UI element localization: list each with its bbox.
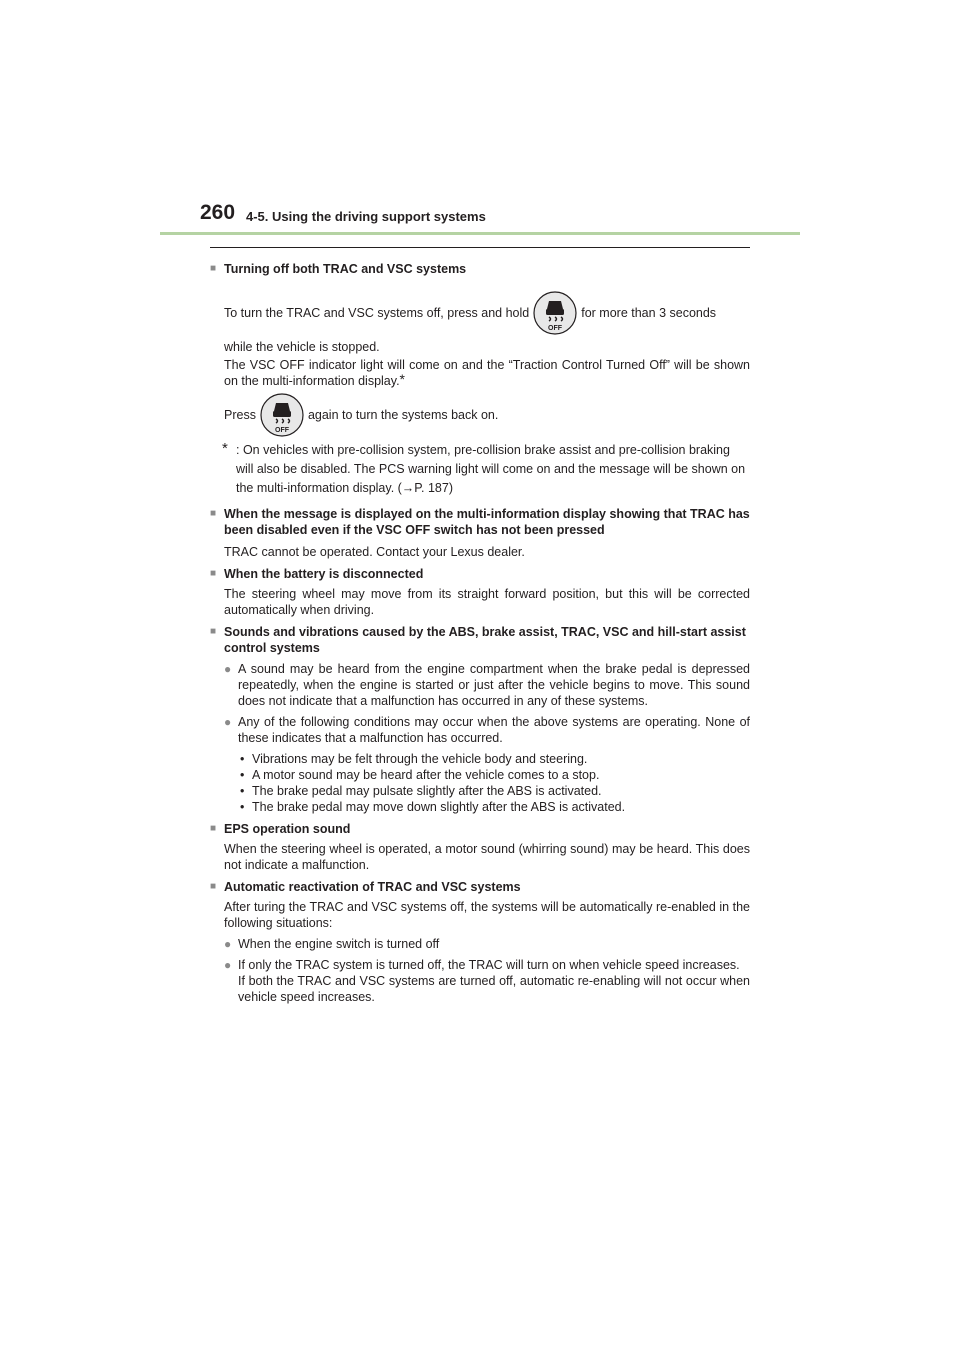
vsc-off-switch-icon	[533, 291, 577, 335]
instruction-text-cont: again to turn the systems back on.	[307, 408, 499, 422]
sub-item-text: The brake pedal may pulsate slightly after the ABS is activated.	[252, 784, 602, 798]
sub-bullet: •	[240, 752, 245, 766]
list-item-text: A sound may be heard from the engine compartment when the brake pedal is depressed repeatedly, when the engine is started or just after the vehicle begins to move. This sound does not indicate that a malfunction has occurred in any of these systems.	[238, 662, 750, 708]
list-item	[210, 661, 750, 709]
sub-bullet: •	[240, 784, 245, 798]
paragraph-indicator	[210, 357, 750, 389]
bullet-dot: ●	[224, 662, 232, 676]
instruction-text: To turn the TRAC and VSC systems off, press and hold	[224, 306, 530, 320]
instruction-press-again	[210, 393, 750, 437]
footnote-reference: *	[399, 371, 405, 387]
sub-bullet: •	[240, 800, 245, 814]
heading-sounds-vibrations: ■ Sounds and vibrations caused by the ABS, brake assist, TRAC, VSC and hill-start assist control systems	[210, 624, 750, 656]
sub-list-item	[210, 767, 750, 783]
instruction-text: Press	[224, 408, 256, 422]
indicator-text: The VSC OFF indicator light will come on and the “Traction Control Turned Off” will be shown on the multi-information display.	[224, 358, 750, 388]
list-item-text: Any of the following conditions may occur when the above systems are operating. None of these indicates that a malfunction has occurred.	[238, 715, 750, 745]
instruction-press-hold	[210, 291, 750, 335]
heading-turning-off-trac-vsc: ■ Turning off both TRAC and VSC systems	[210, 261, 750, 277]
list-item	[210, 714, 750, 746]
list-item-text: If only the TRAC system is turned off, the TRAC will turn on when vehicle speed increases.	[238, 958, 740, 972]
list-item	[210, 936, 750, 952]
page-content	[210, 255, 750, 1005]
bullet-dot: ●	[224, 937, 232, 951]
content-divider	[210, 247, 750, 248]
section-title: 4-5. Using the driving support systems	[246, 209, 486, 224]
sub-list	[210, 751, 750, 815]
paragraph: After turing the TRAC and VSC systems off, the systems will be automatically re-enabled in the following situations:	[224, 900, 750, 930]
heading-trac-disabled-message: ■ When the message is displayed on the multi-information display showing that TRAC has been disabled even if the VSC OFF switch has not been pressed	[210, 506, 750, 538]
sub-list-item	[210, 783, 750, 799]
vsc-off-switch-icon	[260, 393, 304, 437]
sub-item-text: A motor sound may be heard after the vehicle comes to a stop.	[252, 768, 600, 782]
heading-automatic-reactivation: ■ Automatic reactivation of TRAC and VSC systems	[210, 879, 750, 895]
paragraph: while the vehicle is stopped.	[224, 340, 380, 354]
footnote-text: : On vehicles with pre-collision system, pre-collision brake assist and pre-collision braking will also be disabled. The PCS warning light will come on and the message will be shown on the multi-information display. (→P. 187)	[236, 443, 746, 495]
footnote	[210, 441, 750, 498]
sub-item-text: The brake pedal may move down slightly after the ABS is activated.	[252, 800, 626, 814]
bullet-dot: ●	[224, 715, 232, 729]
page-number: 260	[200, 201, 236, 224]
sub-list-item	[210, 799, 750, 815]
list-item-text: When the engine switch is turned off	[238, 937, 440, 951]
svg-text:OFF: OFF	[274, 427, 289, 434]
header-rule	[160, 232, 800, 235]
instruction-text-cont: for more than 3 seconds	[581, 306, 717, 320]
paragraph: When the steering wheel is operated, a motor sound (whirring sound) may be heard. This does not indicate a malfunction.	[224, 842, 750, 872]
list-item	[210, 957, 750, 1005]
sub-list-item	[210, 751, 750, 767]
sub-item-text: Vibrations may be felt through the vehicle body and steering.	[252, 752, 588, 766]
bullet-dot: ●	[224, 958, 232, 972]
paragraph: TRAC cannot be operated. Contact your Lexus dealer.	[224, 545, 525, 559]
list-item-text-cont: If both the TRAC and VSC systems are turned off, automatic re-enabling will not occur when vehicle speed increases.	[238, 974, 750, 1004]
paragraph: The steering wheel may move from its straight forward position, but this will be corrected automatically when driving.	[224, 587, 750, 617]
sub-bullet: •	[240, 768, 245, 782]
svg-text:OFF: OFF	[548, 325, 563, 332]
heading-eps-sound: ■ EPS operation sound	[210, 821, 750, 837]
heading-battery-disconnected: ■ When the battery is disconnected	[210, 566, 750, 582]
footnote-mark: *	[222, 440, 228, 457]
